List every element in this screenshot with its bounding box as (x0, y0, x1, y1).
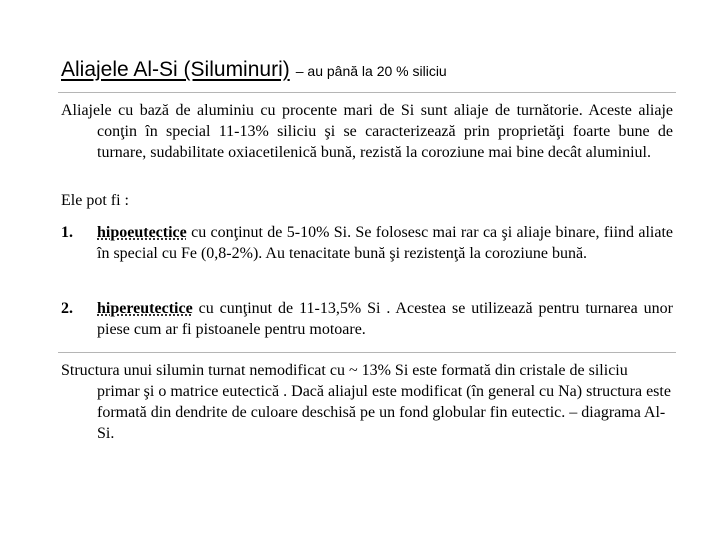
slide-title (61, 58, 673, 92)
item-text: cu cunţinut de 11-13,5% Si . Acestea se utilizează pentru turnarea unor piese cum ar fi pistoanele pentru motoare. (97, 300, 673, 338)
list-item (61, 298, 673, 340)
item-term: hipereutectice (97, 300, 193, 317)
item-body (97, 222, 673, 285)
item-body (97, 298, 673, 340)
list-item (61, 222, 673, 285)
title-main: Aliajele Al-Si (Siluminuri) (61, 58, 290, 81)
title-divider (58, 92, 676, 93)
item-number: 2. (61, 300, 73, 317)
section-divider (58, 352, 676, 353)
item-term: hipoeutectice (97, 224, 187, 241)
item-number: 1. (61, 224, 73, 241)
slide-content (61, 58, 673, 444)
title-subtitle: – au până la 20 % siliciu (295, 63, 447, 79)
list-lead: Ele pot fi : (61, 192, 129, 209)
intro-paragraph: Aliajele cu bază de aluminiu cu procente mari de Si sunt aliaje de turnătorie. Aceste aliaje conţin în special 11-13% siliciu şi se caracterizează prin proprietăţi foarte bune de turnare, sudabilitate oxiacetilenică bună, rezistă la coroziune mai bine decât aluminiul. (61, 102, 673, 161)
item-text: cu conţinut de 5-10% Si. Se folosesc mai rar ca şi aliaje binare, fiind aliate în special cu Fe (0,8-2%). Au tenacitate bună şi rezistenţă la coroziune bună. (97, 224, 673, 262)
structure-paragraph: Structura unui silumin turnat nemodificat cu ~ 13% Si este formată din cristale de siliciu primar şi o matrice eutectică . Dacă aliajul este modificat (în general cu Na) structura este formată din dendrite de culoare deschisă pe un fond globular fin eutectic. – diagrama Al-Si. (61, 362, 671, 442)
